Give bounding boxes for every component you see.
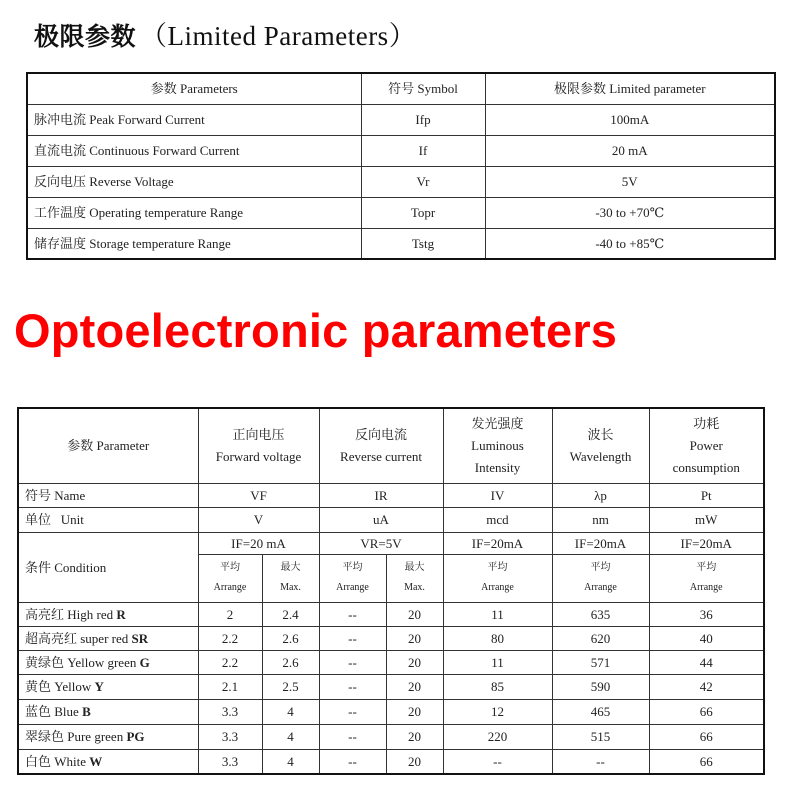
value-cell: 20 mA: [485, 135, 775, 166]
limited-parameters-title: [34, 14, 416, 53]
optoelectronic-title: Optoelectronic parameters: [14, 304, 618, 357]
value-cell: --: [319, 699, 386, 724]
value-cell: 515: [552, 724, 649, 749]
limited-title-cn: 极限参数: [34, 22, 137, 51]
sub-header-cell: [649, 554, 764, 602]
color-name: 黄绿色 Yellow green: [25, 654, 140, 670]
value-cell: 2.2: [198, 626, 262, 650]
header-symbol: 符号 Symbol: [361, 73, 485, 104]
value-cell: 85: [443, 674, 552, 699]
value-cell: 20: [386, 602, 443, 626]
sub-header-cell: [198, 554, 262, 602]
color-code: PG: [126, 729, 145, 744]
color-code: G: [139, 654, 150, 670]
symbol-cell: Topr: [361, 197, 485, 228]
sub-header-cn: 平均: [342, 562, 363, 573]
table-row: [18, 749, 764, 774]
value-cell: 620: [552, 626, 649, 650]
value-cell: 2: [198, 602, 262, 626]
value-cell: 100mA: [485, 104, 775, 135]
sub-header-cn: 最大: [404, 562, 425, 573]
value-cell: 44: [649, 650, 764, 674]
sub-header-en: Max.: [280, 582, 301, 593]
value-cell: 20: [386, 749, 443, 774]
forward-voltage-header: [198, 408, 319, 483]
value-cell: 20: [386, 650, 443, 674]
sub-header-cn: 平均: [696, 562, 717, 573]
header-en: Luminous: [471, 437, 524, 453]
value-cell: --: [319, 749, 386, 774]
table-row: [27, 228, 775, 259]
sub-header-en: Arrange: [481, 582, 514, 593]
power-consumption-header: [649, 408, 764, 483]
header-en2: Intensity: [474, 459, 521, 475]
color-label: [18, 602, 198, 626]
symbol-cell: Vr: [361, 166, 485, 197]
color-label: [18, 749, 198, 774]
color-name: 黄色 Yellow: [25, 679, 95, 694]
value-cell: 571: [552, 650, 649, 674]
color-label: [18, 699, 198, 724]
sub-header-cn: 平均: [220, 562, 240, 573]
value-cell: 3.3: [198, 749, 262, 774]
table-row: [18, 699, 764, 724]
table-row: [18, 650, 764, 674]
color-code: Y: [94, 679, 104, 694]
name-cell: Pt: [649, 483, 764, 507]
header-cn: 正向电压: [232, 426, 285, 442]
sub-header-cell: [386, 554, 443, 602]
unit-cell: nm: [552, 507, 649, 532]
param-cell: 脉冲电流 Peak Forward Current: [27, 104, 361, 135]
sub-header-en: Arrange: [213, 582, 247, 593]
header-en: Reverse current: [340, 448, 422, 464]
sub-header-cell: [552, 554, 649, 602]
name-row: [18, 483, 764, 507]
value-cell: --: [552, 749, 649, 774]
sub-header-en: Arrange: [689, 582, 723, 593]
sub-header-cn: 最大: [280, 562, 301, 573]
unit-cell: mW: [649, 507, 764, 532]
header-limited-parameter: 极限参数 Limited parameter: [485, 73, 775, 104]
value-cell: --: [319, 602, 386, 626]
table-row: [27, 135, 775, 166]
table-row: [18, 674, 764, 699]
color-label: [18, 674, 198, 699]
value-cell: -30 to +70℃: [485, 197, 775, 228]
unit-cell: uA: [319, 507, 443, 532]
sub-header-cn: 平均: [487, 562, 508, 573]
value-cell: 2.5: [262, 674, 319, 699]
value-cell: 5V: [485, 166, 775, 197]
condition-cell: IF=20mA: [443, 532, 552, 554]
luminous-intensity-header: [443, 408, 552, 483]
unit-cell: V: [198, 507, 319, 532]
value-cell: 465: [552, 699, 649, 724]
table-header-row: [27, 73, 775, 104]
wavelength-header: [552, 408, 649, 483]
header-cn: 功耗: [693, 415, 720, 431]
value-cell: 20: [386, 626, 443, 650]
limited-parameters-table: [26, 72, 776, 260]
color-code: SR: [131, 630, 149, 646]
value-cell: 2.1: [198, 674, 262, 699]
color-code: R: [116, 606, 126, 622]
symbol-cell: If: [361, 135, 485, 166]
param-cell: 储存温度 Storage temperature Range: [27, 228, 361, 259]
value-cell: 40: [649, 626, 764, 650]
value-cell: 2.6: [262, 650, 319, 674]
value-cell: 66: [649, 749, 764, 774]
value-cell: 20: [386, 674, 443, 699]
value-cell: 80: [443, 626, 552, 650]
sub-header-en: Max.: [404, 582, 425, 593]
value-cell: -40 to +85℃: [485, 228, 775, 259]
sub-header-cell: [319, 554, 386, 602]
color-name: 超高亮红 super red: [25, 630, 132, 646]
header-cn: 波长: [587, 426, 614, 442]
value-cell: 66: [649, 724, 764, 749]
unit-label: 单位 Unit: [18, 507, 198, 532]
sub-header-cell: [262, 554, 319, 602]
value-cell: --: [319, 674, 386, 699]
color-name: 翠绿色 Pure green: [25, 729, 127, 744]
param-cell: 工作温度 Operating temperature Range: [27, 197, 361, 228]
value-cell: 42: [649, 674, 764, 699]
color-label: [18, 724, 198, 749]
value-cell: 2.6: [262, 626, 319, 650]
table-row: [27, 197, 775, 228]
sub-header-en: Arrange: [336, 582, 369, 593]
value-cell: 20: [386, 724, 443, 749]
sub-header-cn: 平均: [590, 562, 611, 573]
value-cell: 36: [649, 602, 764, 626]
name-cell: VF: [198, 483, 319, 507]
param-cell: 直流电流 Continuous Forward Current: [27, 135, 361, 166]
value-cell: 11: [443, 602, 552, 626]
param-cell: 反向电压 Reverse Voltage: [27, 166, 361, 197]
value-cell: 4: [262, 724, 319, 749]
header-en: Wavelength: [569, 448, 632, 464]
value-cell: --: [443, 749, 552, 774]
optoelectronic-table: [17, 407, 765, 775]
header-en2: consumption: [672, 459, 740, 475]
color-label: [18, 650, 198, 674]
symbol-cell: Tstg: [361, 228, 485, 259]
condition-cell: VR=5V: [319, 532, 443, 554]
color-name: 白色 White: [25, 753, 90, 769]
header-cn: 发光强度: [471, 415, 524, 431]
value-cell: 2.2: [198, 650, 262, 674]
value-cell: 635: [552, 602, 649, 626]
value-cell: 2.4: [262, 602, 319, 626]
condition-label: 条件 Condition: [18, 532, 198, 602]
header-en: Forward voltage: [215, 448, 302, 464]
unit-cell: mcd: [443, 507, 552, 532]
condition-row: [18, 532, 764, 554]
value-cell: 590: [552, 674, 649, 699]
name-cell: IV: [443, 483, 552, 507]
value-cell: 11: [443, 650, 552, 674]
name-cell: IR: [319, 483, 443, 507]
header-parameters: 参数 Parameters: [27, 73, 361, 104]
param-header: 参数 Parameter: [18, 408, 198, 483]
reverse-current-header: [319, 408, 443, 483]
color-label: [18, 626, 198, 650]
unit-row: [18, 507, 764, 532]
name-label: 符号 Name: [18, 483, 198, 507]
sub-header-en: Arrange: [584, 582, 617, 593]
value-cell: 220: [443, 724, 552, 749]
value-cell: 3.3: [198, 699, 262, 724]
condition-cell: IF=20mA: [552, 532, 649, 554]
value-cell: --: [319, 724, 386, 749]
value-cell: --: [319, 626, 386, 650]
value-cell: 4: [262, 699, 319, 724]
condition-cell: IF=20 mA: [198, 532, 319, 554]
color-name: 高亮红 High red: [25, 606, 117, 622]
sub-header-cell: [443, 554, 552, 602]
table-row: [18, 626, 764, 650]
header-cn: 反向电流: [354, 426, 407, 442]
condition-cell: IF=20mA: [649, 532, 764, 554]
header-en: Power: [689, 437, 723, 453]
value-cell: --: [319, 650, 386, 674]
value-cell: 4: [262, 749, 319, 774]
color-name: 蓝色 Blue: [25, 704, 83, 719]
table-row: [18, 724, 764, 749]
table-row: [27, 166, 775, 197]
value-cell: 12: [443, 699, 552, 724]
value-cell: 20: [386, 699, 443, 724]
table-row: [27, 104, 775, 135]
color-code: B: [82, 704, 91, 719]
value-cell: 66: [649, 699, 764, 724]
header-row: [18, 408, 764, 483]
value-cell: 3.3: [198, 724, 262, 749]
limited-title-en: （Limited Parameters）: [140, 21, 417, 51]
table-row: [18, 602, 764, 626]
name-cell: λp: [552, 483, 649, 507]
symbol-cell: Ifp: [361, 104, 485, 135]
color-code: W: [89, 753, 103, 769]
